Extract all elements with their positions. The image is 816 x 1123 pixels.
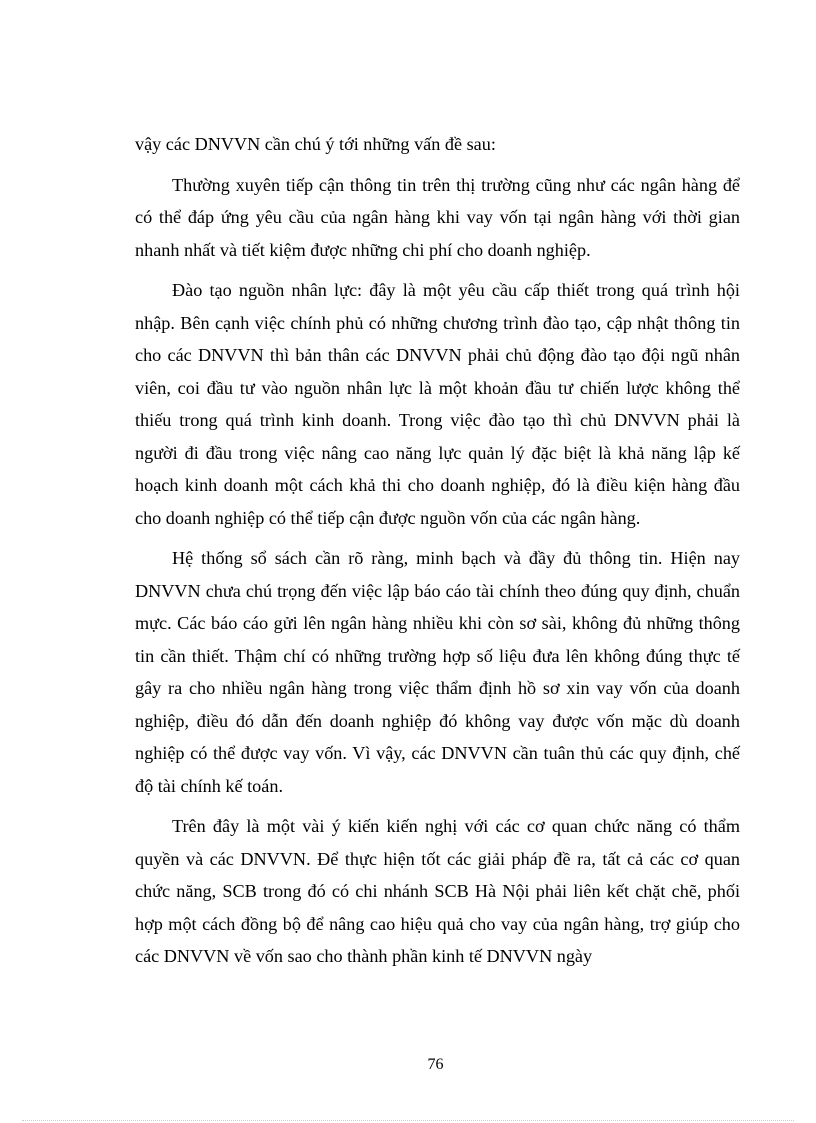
paragraph-market-information: Thường xuyên tiếp cận thông tin trên thị trường cũng như các ngân hàng để có thể đáp ứng yêu cầu của ngân hàng khi vay vốn tại ngân hàng với thời gian nhanh nhất và tiết kiệm được những chi phí cho doanh nghiệp. — [135, 174, 740, 260]
paragraph-accounting-records: Hệ thống sổ sách cần rõ ràng, minh bạch và đầy đủ thông tin. Hiện nay DNVVN chưa chú trọng đến việc lập báo cáo tài chính theo đúng quy định, chuẩn mực. Các báo cáo gửi lên ngân hàng nhiều khi còn sơ sài, không đủ những thông tin cần thiết. Thậm chí có những trường hợp số liệu đưa lên không đúng thực tế gây ra cho nhiều ngân hàng trong việc thẩm định hồ sơ xin vay vốn của doanh nghiệp, điều đó dẫn đến doanh nghiệp đó không vay được vốn mặc dù doanh nghiệp có thể được vay vốn. Vì vậy, các DNVVN cần tuân thủ các quy định, chế độ tài chính kế toán. — [135, 548, 740, 796]
paragraph-recommendations: Trên đây là một vài ý kiến kiến nghị với các cơ quan chức năng có thẩm quyền và các DNVVN. Để thực hiện tốt các giải pháp đề ra, tất cả các cơ quan chức năng, SCB trong đó có chi nhánh SCB Hà Nội phải liên kết chặt chẽ, phối hợp một cách đồng bộ để nâng cao hiệu quả cho vay của ngân hàng, trợ giúp cho các DNVVN về vốn sao cho thành phần kinh tế DNVVN ngày — [135, 816, 740, 966]
page-number: 76 — [427, 1056, 444, 1073]
page-bottom-divider — [22, 1120, 794, 1121]
paragraph-continuation: vậy các DNVVN cần chú ý tới những vấn đề sau: — [135, 134, 496, 154]
page-body — [135, 128, 740, 981]
paragraph-human-resources: Đào tạo nguồn nhân lực: đây là một yêu cầu cấp thiết trong quá trình hội nhập. Bên cạnh việc chính phủ có những chương trình đào tạo, cập nhật thông tin cho các DNVVN thì bản thân các DNVVN phải chủ động đào tạo đội ngũ nhân viên, coi đầu tư vào nguồn nhân lực là một khoản đầu tư chiến lược không thể thiếu trong quá trình kinh doanh. Trong việc đào tạo thì chủ DNVVN phải là người đi đầu trong việc nâng cao năng lực quản lý đặc biệt là khả năng lập kế hoạch kinh doanh một cách khả thi cho doanh nghiệp, đó là điều kiện hàng đầu cho doanh nghiệp có thể tiếp cận được nguồn vốn của các ngân hàng. — [135, 280, 740, 528]
